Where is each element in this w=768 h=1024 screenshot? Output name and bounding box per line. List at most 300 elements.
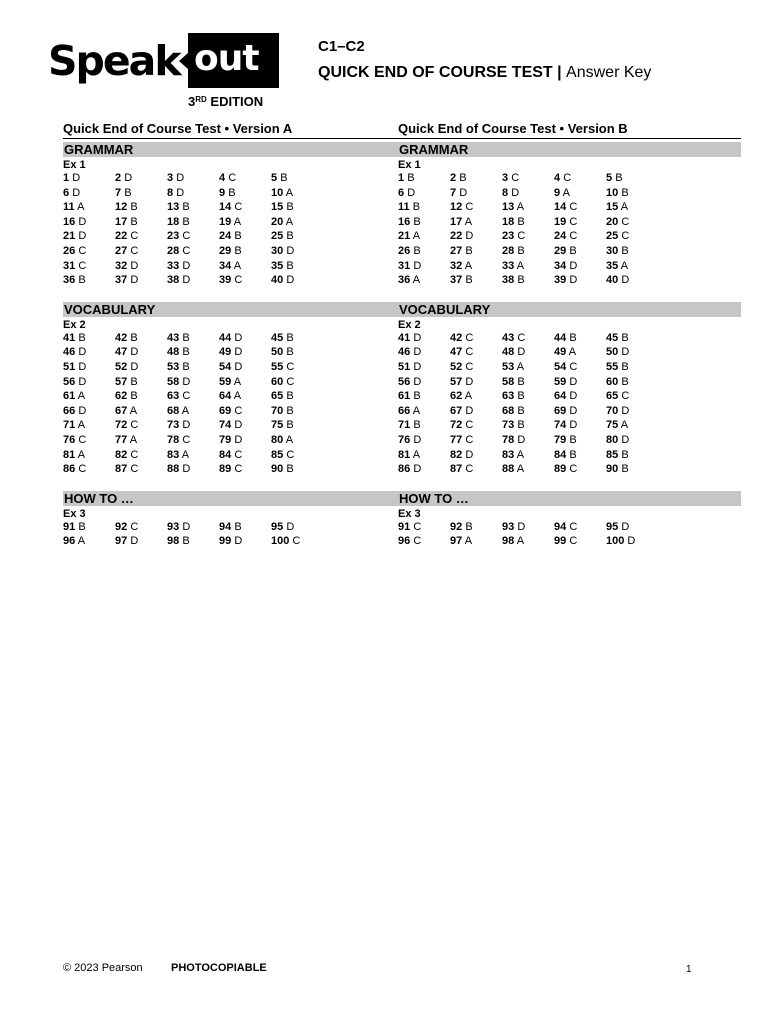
question-number: 67 (115, 404, 128, 417)
question-number: 8 (167, 186, 174, 199)
question-number: 45 (271, 331, 284, 344)
question-number: 22 (115, 230, 128, 243)
answer-letter: C (569, 520, 578, 533)
answer-letter: B (182, 346, 190, 359)
question-number: 86 (63, 463, 76, 476)
answer-letter: D (182, 375, 191, 388)
answer-item (450, 215, 502, 230)
answer-item (167, 229, 219, 244)
answer-item (63, 389, 115, 404)
answer-letter: A (233, 390, 242, 403)
question-number: 79 (554, 433, 567, 446)
question-number: 4 (219, 172, 226, 184)
question-number: 55 (606, 360, 619, 373)
answer-letter: C (465, 463, 474, 476)
answer-row (63, 331, 406, 346)
question-number: 31 (63, 259, 76, 272)
answer-letter: B (182, 201, 190, 214)
answer-letter: D (234, 535, 243, 548)
question-number: 34 (219, 259, 232, 272)
question-number: 82 (450, 448, 463, 461)
answer-letter: D (72, 172, 81, 184)
answer-letter: D (465, 375, 474, 388)
question-number: 26 (398, 244, 411, 257)
question-number: 7 (450, 186, 457, 199)
question-number: 21 (398, 230, 411, 243)
answer-letter: D (569, 390, 578, 403)
question-number: 88 (167, 463, 180, 476)
question-number: 93 (167, 520, 180, 533)
answer-item (115, 360, 167, 375)
answer-item (115, 448, 167, 463)
answer-letter: C (130, 463, 139, 476)
answer-item (398, 331, 450, 346)
answer-item (450, 259, 502, 274)
answer-letter: B (234, 520, 242, 533)
answer-row (63, 229, 406, 244)
answer-item (606, 448, 658, 463)
answer-letter: B (621, 375, 629, 388)
answer-row (63, 186, 406, 201)
answer-item (502, 433, 554, 448)
answer-letter: B (182, 535, 190, 548)
answer-letter: C (130, 448, 139, 461)
answer-letter: D (78, 215, 87, 228)
answer-letter: D (569, 375, 578, 388)
answer-row (63, 534, 406, 549)
question-number: 69 (554, 404, 567, 417)
answer-item (115, 520, 167, 535)
answer-item (554, 229, 606, 244)
answer-row (63, 404, 406, 419)
answer-item (271, 534, 323, 549)
answer-letter: D (517, 346, 526, 359)
question-number: 95 (606, 520, 619, 533)
question-number: 2 (450, 172, 457, 184)
answer-letter: D (621, 433, 630, 446)
section-grammar (63, 142, 406, 288)
answer-item (450, 520, 502, 535)
answer-item (219, 244, 271, 259)
answer-item (606, 215, 658, 230)
question-number: 97 (450, 535, 463, 548)
question-number: 46 (63, 346, 76, 359)
version-title: Quick End of Course Test • Version A (63, 120, 406, 139)
answer-letter: B (517, 404, 525, 417)
question-number: 100 (271, 535, 290, 548)
answer-item (115, 200, 167, 215)
question-number: 50 (606, 346, 619, 359)
answer-letter: D (130, 259, 139, 272)
answer-letter: C (569, 215, 578, 228)
answer-letter: C (465, 201, 474, 214)
answer-item (450, 186, 502, 201)
answer-item (606, 389, 658, 404)
question-number: 61 (398, 390, 411, 403)
question-number: 51 (398, 360, 411, 373)
answer-item (502, 418, 554, 433)
question-number: 18 (502, 215, 515, 228)
answer-item (167, 331, 219, 346)
answer-letter: B (621, 463, 629, 476)
question-number: 17 (450, 215, 463, 228)
answer-item (606, 360, 658, 375)
answer-item (606, 462, 658, 477)
answer-item (450, 171, 502, 186)
answer-item (450, 244, 502, 259)
answer-item (63, 375, 115, 390)
question-number: 57 (115, 375, 128, 388)
answer-letter: A (233, 259, 242, 272)
answer-letter: C (413, 535, 422, 548)
question-number: 65 (606, 390, 619, 403)
answer-item (450, 462, 502, 477)
question-number: 32 (115, 259, 128, 272)
answer-letter: C (228, 172, 237, 184)
question-number: 70 (271, 404, 284, 417)
answer-item (502, 389, 554, 404)
question-number: 41 (398, 331, 411, 344)
question-number: 5 (606, 172, 613, 184)
answer-letter: B (182, 360, 190, 373)
question-number: 78 (167, 433, 180, 446)
answer-letter: A (464, 390, 473, 403)
question-number: 96 (63, 535, 76, 548)
answer-letter: A (233, 215, 242, 228)
answer-letter: D (413, 346, 422, 359)
answer-letter: D (413, 375, 422, 388)
answer-item (606, 200, 658, 215)
question-number: 14 (554, 201, 567, 214)
answer-letter: C (286, 375, 295, 388)
answer-letter: A (412, 230, 421, 243)
answer-letter: A (77, 535, 86, 548)
question-number: 93 (502, 520, 515, 533)
answer-letter: C (517, 331, 526, 344)
answer-letter: C (413, 520, 422, 533)
answer-item (63, 433, 115, 448)
answer-item (606, 375, 658, 390)
answer-item (63, 331, 115, 346)
answer-letter: D (621, 346, 630, 359)
version-title: Quick End of Course Test • Version B (398, 120, 741, 139)
document-title-sub: Answer Key (566, 64, 652, 81)
answer-item (219, 520, 271, 535)
answer-letter: D (569, 274, 578, 287)
answer-grid (63, 331, 406, 477)
answer-item (115, 171, 167, 186)
question-number: 17 (115, 215, 128, 228)
question-number: 36 (63, 274, 76, 287)
question-number: 90 (606, 463, 619, 476)
answer-item (502, 462, 554, 477)
answer-item (219, 345, 271, 360)
answer-item (554, 345, 606, 360)
exercise-label: Ex 1 (398, 159, 421, 171)
answer-letter: D (130, 535, 139, 548)
answer-item (450, 375, 502, 390)
section-vocabulary (63, 302, 406, 477)
answer-item (271, 462, 323, 477)
answer-letter: B (234, 230, 242, 243)
question-number: 63 (502, 390, 515, 403)
answer-item (502, 171, 554, 186)
section-how-to (398, 491, 741, 549)
question-number: 77 (115, 433, 128, 446)
question-number: 34 (554, 259, 567, 272)
answer-item (63, 273, 115, 288)
question-number: 39 (219, 274, 232, 287)
answer-item (115, 534, 167, 549)
question-number: 50 (271, 346, 284, 359)
answer-item (554, 534, 606, 549)
question-number: 83 (502, 448, 515, 461)
answer-letter: D (130, 360, 139, 373)
question-number: 58 (167, 375, 180, 388)
question-number: 75 (271, 419, 284, 432)
answer-row (63, 462, 406, 477)
answer-row (398, 186, 741, 201)
question-number: 52 (115, 360, 128, 373)
answer-letter: B (413, 244, 421, 257)
question-number: 85 (271, 448, 284, 461)
answer-item (450, 345, 502, 360)
answer-letter: A (285, 215, 294, 228)
question-number: 57 (450, 375, 463, 388)
answer-item (219, 331, 271, 346)
answer-letter: D (182, 463, 191, 476)
answer-letter: B (459, 172, 467, 184)
answer-letter: B (621, 244, 629, 257)
question-number: 38 (502, 274, 515, 287)
answer-item (606, 433, 658, 448)
answer-letter: B (130, 201, 138, 214)
answer-letter: A (568, 346, 577, 359)
answer-item (502, 448, 554, 463)
answer-letter: D (413, 331, 422, 344)
answer-item (606, 259, 658, 274)
answer-item (167, 215, 219, 230)
answer-letter: D (176, 186, 185, 199)
answer-row (398, 375, 741, 390)
answer-letter: A (464, 535, 473, 548)
answer-letter: C (286, 360, 295, 373)
question-number: 13 (502, 201, 515, 214)
footer-photocopiable: PHOTOCOPIABLE (171, 962, 267, 974)
answer-row (63, 273, 406, 288)
question-number: 47 (450, 346, 463, 359)
answer-letter: B (407, 172, 415, 184)
answer-item (167, 259, 219, 274)
answer-item (554, 462, 606, 477)
answer-item (115, 215, 167, 230)
answer-item (115, 186, 167, 201)
answer-item (115, 433, 167, 448)
question-number: 66 (398, 404, 411, 417)
answer-item (63, 186, 115, 201)
answer-letter: B (412, 201, 421, 214)
answer-letter: A (516, 259, 525, 272)
question-number: 76 (398, 433, 411, 446)
answer-row (63, 259, 406, 274)
answer-letter: D (569, 419, 578, 432)
question-number: 33 (502, 259, 515, 272)
answer-letter: B (517, 390, 525, 403)
edition-number: 3 (188, 94, 196, 109)
question-number: 15 (271, 201, 284, 214)
answer-item (398, 244, 450, 259)
answer-item (554, 259, 606, 274)
answer-letter: D (234, 331, 243, 344)
question-number: 67 (450, 404, 463, 417)
question-number: 59 (219, 375, 232, 388)
answer-letter: B (78, 274, 86, 287)
question-number: 23 (502, 230, 515, 243)
answer-letter: B (517, 215, 525, 228)
question-number: 30 (606, 244, 619, 257)
answer-item (502, 259, 554, 274)
question-number: 19 (219, 215, 232, 228)
answer-item (606, 404, 658, 419)
answer-item (219, 534, 271, 549)
answer-letter: D (621, 404, 630, 417)
answer-row (398, 433, 741, 448)
question-number: 16 (63, 215, 76, 228)
answer-letter: B (517, 375, 525, 388)
answer-grid (63, 520, 406, 549)
answer-letter: C (465, 360, 474, 373)
answer-item (219, 171, 271, 186)
answer-letter: C (78, 433, 87, 446)
answer-letter: D (627, 535, 636, 548)
answer-letter: C (569, 535, 578, 548)
answer-item (554, 331, 606, 346)
answer-letter: D (465, 404, 474, 417)
question-number: 28 (502, 244, 515, 257)
answer-letter: B (569, 433, 577, 446)
question-number: 25 (606, 230, 619, 243)
answer-item (271, 375, 323, 390)
answer-letter: A (562, 186, 570, 199)
answer-letter: C (130, 419, 139, 432)
answer-letter: C (517, 230, 526, 243)
question-number: 40 (271, 274, 284, 287)
question-number: 9 (219, 186, 226, 199)
answer-item (271, 331, 323, 346)
section-vocabulary (398, 302, 741, 477)
answer-letter: B (286, 463, 294, 476)
answer-item (271, 448, 323, 463)
question-number: 65 (271, 390, 284, 403)
exercise-label: Ex 1 (63, 159, 86, 171)
answer-item (554, 215, 606, 230)
answer-row (398, 273, 741, 288)
answer-item (219, 462, 271, 477)
question-number: 92 (115, 520, 128, 533)
question-number: 99 (219, 535, 232, 548)
answer-item (115, 404, 167, 419)
answer-letter: D (286, 274, 295, 287)
question-number: 87 (450, 463, 463, 476)
answer-letter: B (621, 331, 629, 344)
answer-item (167, 345, 219, 360)
answer-item (271, 273, 323, 288)
answer-letter: C (465, 419, 474, 432)
question-number: 94 (554, 520, 567, 533)
answer-item (398, 171, 450, 186)
answer-item (554, 200, 606, 215)
answer-item (271, 360, 323, 375)
answer-item (606, 244, 658, 259)
question-number: 31 (398, 259, 411, 272)
answer-item (398, 200, 450, 215)
answer-item (167, 200, 219, 215)
answer-letter: D (234, 360, 243, 373)
answer-letter: C (130, 244, 139, 257)
answer-letter: D (621, 520, 630, 533)
question-number: 19 (554, 215, 567, 228)
answer-item (502, 200, 554, 215)
question-number: 9 (554, 186, 561, 199)
answer-item (450, 200, 502, 215)
question-number: 12 (115, 201, 128, 214)
question-number: 82 (115, 448, 128, 461)
answer-letter: D (465, 448, 474, 461)
answer-item (63, 448, 115, 463)
answer-row (398, 534, 741, 549)
answer-item (398, 404, 450, 419)
question-number: 14 (219, 201, 232, 214)
section-heading: VOCABULARY (398, 302, 741, 317)
question-number: 32 (450, 259, 463, 272)
answer-item (167, 534, 219, 549)
answer-item (115, 331, 167, 346)
section-heading: GRAMMAR (63, 142, 406, 157)
answer-item (167, 448, 219, 463)
answer-letter: A (464, 259, 473, 272)
question-number: 24 (219, 230, 232, 243)
answer-item (219, 229, 271, 244)
question-number: 45 (606, 331, 619, 344)
answer-letter: B (465, 244, 473, 257)
answer-letter: A (181, 404, 190, 417)
answer-letter: D (124, 172, 133, 184)
answer-letter: A (129, 433, 138, 446)
question-number: 3 (167, 172, 174, 184)
answer-item (450, 331, 502, 346)
question-number: 62 (450, 390, 463, 403)
answer-letter: C (621, 215, 630, 228)
question-number: 29 (219, 244, 232, 257)
edition-superscript: RD (195, 95, 207, 104)
answer-row (398, 244, 741, 259)
question-number: 42 (450, 331, 463, 344)
answer-item (398, 448, 450, 463)
answer-letter: B (130, 390, 138, 403)
answer-letter: C (78, 463, 87, 476)
answer-item (271, 171, 323, 186)
answer-letter: B (182, 331, 190, 344)
answer-item (398, 273, 450, 288)
document-title-main: QUICK END OF COURSE TEST | (318, 64, 567, 81)
answer-letter: A (77, 448, 86, 461)
answer-item (115, 462, 167, 477)
question-number: 54 (219, 360, 232, 373)
answer-letter: C (569, 201, 578, 214)
answer-letter: C (563, 172, 572, 184)
answer-item (450, 418, 502, 433)
question-number: 25 (271, 230, 284, 243)
